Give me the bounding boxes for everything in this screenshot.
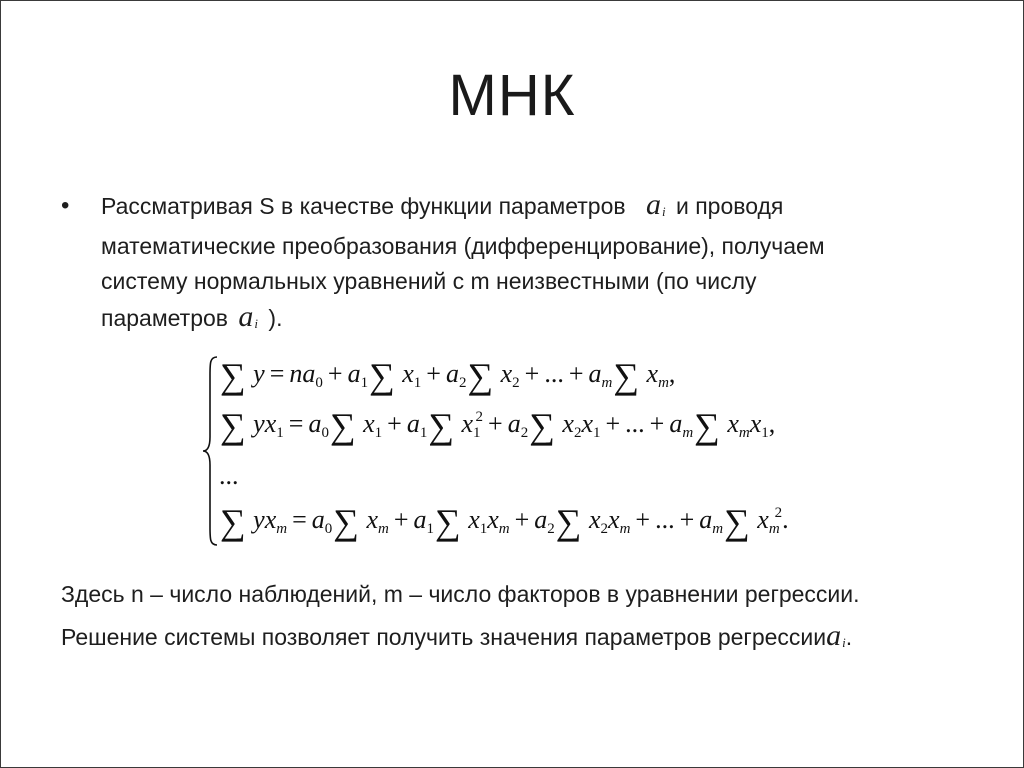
bullet-line1-tail: и проводя — [675, 193, 784, 219]
note-solution — [61, 621, 852, 658]
bullet-line4-text: параметров — [101, 305, 229, 331]
left-brace — [201, 353, 221, 549]
bullet-marker: • — [61, 192, 70, 219]
bullet-paragraph — [101, 187, 881, 341]
equation-row-ellipsis: ... — [219, 461, 239, 490]
normal-equations-system — [201, 353, 901, 553]
slide-title: МНК — [448, 63, 576, 128]
note-solution-end: . — [845, 624, 853, 650]
equation-row-m: ∑ $yx_m = a_0\sum$ $x_m + a_1\sum$ $x_1x_m + a_2\sum$ $x_2x_m$ + ... + $a_m\sum$ $x_m^2$. — [220, 502, 789, 542]
note-definitions: Здесь n – число наблюдений, m – число факторов в уравнении регрессии. — [61, 581, 860, 607]
note-solution-text: Решение системы позволяет получить значения параметров регрессии — [61, 624, 827, 650]
equation-row-2: ∑ $yx_1 = a_0\sum$ $x_1 + a_1\sum$ $x_1^2 + a_2\sum$ $x_2x_1$ + ... + $a_m\sum$ $x_mx_1$, — [220, 406, 776, 446]
bullet-line1-text: Рассматривая S в качестве функции параметров — [101, 193, 626, 219]
bullet-line2-text: математические преобразования (дифференцирование), получаем — [101, 233, 825, 259]
param-ai-symbol: $a_i$ — [826, 619, 846, 652]
param-ai-symbol: $a_i$ — [238, 300, 259, 333]
bullet-line3-text: систему нормальных уравнений с m неизвестными (по числу — [101, 268, 757, 294]
equation-row-1: ∑ $y = na_0 + a_1\sum$ $x_1 + a_2\sum$ $x_2$ + ... + $a_m\sum$ $x_m$, — [220, 356, 676, 396]
param-ai-symbol: $a_i$ — [645, 188, 666, 221]
bullet-line4-tail: ). — [268, 305, 283, 331]
